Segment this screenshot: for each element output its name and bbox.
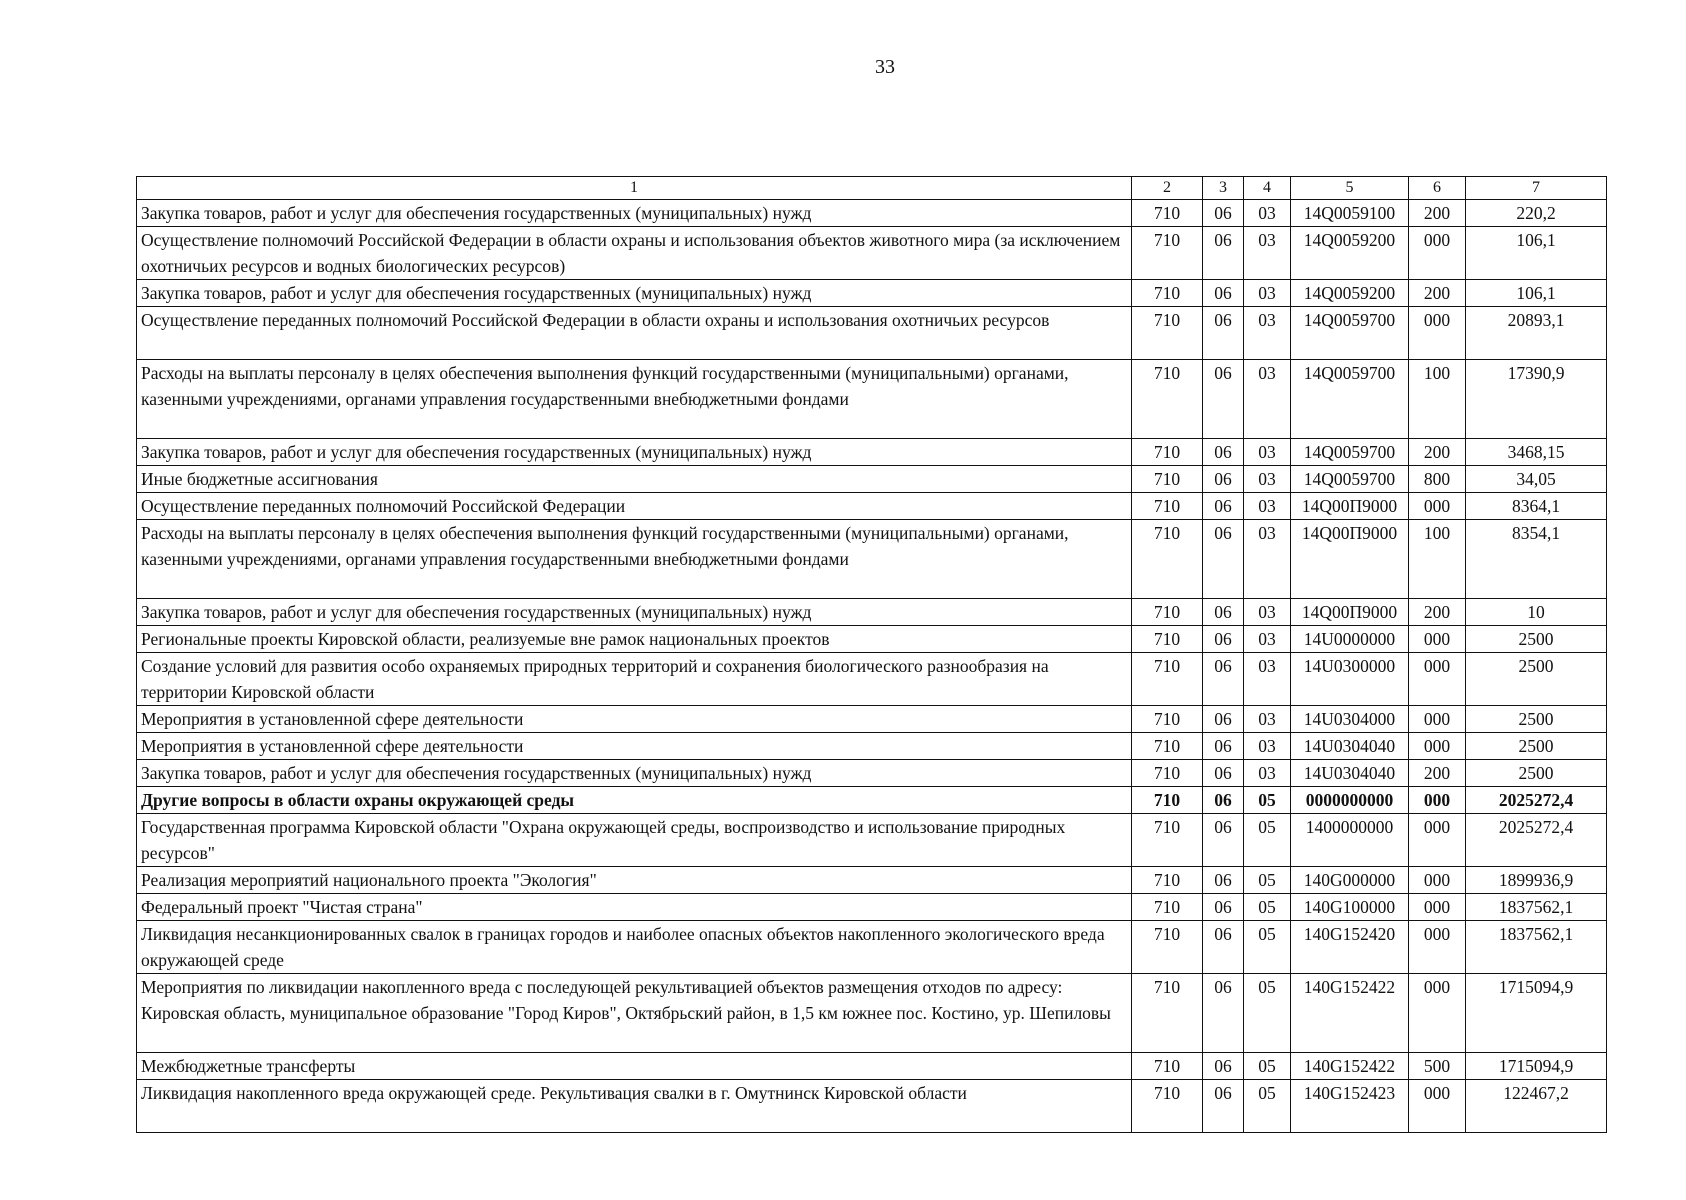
row-col-5: 14Q00П9000 xyxy=(1291,599,1409,626)
row-description: Закупка товаров, работ и услуг для обеспечения государственных (муниципальных) нужд xyxy=(137,200,1132,227)
row-col-3: 06 xyxy=(1203,894,1244,921)
table-row xyxy=(137,867,1607,894)
row-col-7: 1837562,1 xyxy=(1466,894,1607,921)
row-col-6: 000 xyxy=(1409,307,1466,360)
row-col-7: 106,1 xyxy=(1466,280,1607,307)
table-row xyxy=(137,653,1607,706)
table-row xyxy=(137,921,1607,974)
row-col-2: 710 xyxy=(1132,706,1203,733)
row-col-5: 14Q0059700 xyxy=(1291,439,1409,466)
row-col-2: 710 xyxy=(1132,360,1203,439)
header-col-4: 4 xyxy=(1244,177,1291,200)
row-col-5: 140G152423 xyxy=(1291,1080,1409,1133)
row-col-4: 05 xyxy=(1244,1080,1291,1133)
row-col-5: 14Q00П9000 xyxy=(1291,493,1409,520)
row-col-7: 1715094,9 xyxy=(1466,974,1607,1053)
row-description: Закупка товаров, работ и услуг для обеспечения государственных (муниципальных) нужд xyxy=(137,439,1132,466)
table-row xyxy=(137,626,1607,653)
row-col-2: 710 xyxy=(1132,599,1203,626)
row-col-5: 1400000000 xyxy=(1291,814,1409,867)
row-col-3: 06 xyxy=(1203,974,1244,1053)
row-col-3: 06 xyxy=(1203,626,1244,653)
row-col-4: 05 xyxy=(1244,867,1291,894)
row-col-4: 03 xyxy=(1244,307,1291,360)
row-description: Осуществление полномочий Российской Федерации в области охраны и использования объектов животного мира (за исключением охотничьих ресурсов и водных биологических ресурсов) xyxy=(137,227,1132,280)
table-row xyxy=(137,1053,1607,1080)
table-row xyxy=(137,974,1607,1053)
budget-table xyxy=(136,176,1607,1133)
row-col-6: 000 xyxy=(1409,733,1466,760)
row-col-7: 8364,1 xyxy=(1466,493,1607,520)
row-description: Мероприятия в установленной сфере деятельности xyxy=(137,706,1132,733)
row-col-2: 710 xyxy=(1132,760,1203,787)
row-col-3: 06 xyxy=(1203,439,1244,466)
row-col-7: 8354,1 xyxy=(1466,520,1607,599)
row-col-2: 710 xyxy=(1132,867,1203,894)
row-col-4: 05 xyxy=(1244,814,1291,867)
header-col-2: 2 xyxy=(1132,177,1203,200)
row-col-7: 3468,15 xyxy=(1466,439,1607,466)
row-col-2: 710 xyxy=(1132,974,1203,1053)
row-col-7: 2500 xyxy=(1466,760,1607,787)
row-col-5: 14U0304000 xyxy=(1291,706,1409,733)
row-col-4: 03 xyxy=(1244,466,1291,493)
row-description: Ликвидация несанкционированных свалок в границах городов и наиболее опасных объектов накопленного экологического вреда окружающей среде xyxy=(137,921,1132,974)
row-col-7: 34,05 xyxy=(1466,466,1607,493)
header-row xyxy=(137,177,1607,200)
table-row xyxy=(137,814,1607,867)
row-col-4: 05 xyxy=(1244,787,1291,814)
row-col-4: 03 xyxy=(1244,227,1291,280)
table-row xyxy=(137,307,1607,360)
row-col-4: 03 xyxy=(1244,200,1291,227)
row-description: Мероприятия в установленной сфере деятельности xyxy=(137,733,1132,760)
row-col-4: 05 xyxy=(1244,974,1291,1053)
row-col-2: 710 xyxy=(1132,1080,1203,1133)
header-col-5: 5 xyxy=(1291,177,1409,200)
row-col-6: 100 xyxy=(1409,360,1466,439)
row-col-2: 710 xyxy=(1132,921,1203,974)
row-col-4: 03 xyxy=(1244,520,1291,599)
table-row xyxy=(137,493,1607,520)
row-description: Закупка товаров, работ и услуг для обеспечения государственных (муниципальных) нужд xyxy=(137,599,1132,626)
row-col-3: 06 xyxy=(1203,360,1244,439)
row-col-6: 000 xyxy=(1409,814,1466,867)
row-col-7: 1899936,9 xyxy=(1466,867,1607,894)
row-col-3: 06 xyxy=(1203,599,1244,626)
row-col-6: 200 xyxy=(1409,280,1466,307)
row-col-6: 000 xyxy=(1409,493,1466,520)
table-row xyxy=(137,1080,1607,1133)
header-col-7: 7 xyxy=(1466,177,1607,200)
row-col-7: 2500 xyxy=(1466,626,1607,653)
row-col-2: 710 xyxy=(1132,814,1203,867)
row-col-7: 2025272,4 xyxy=(1466,814,1607,867)
table-body xyxy=(137,200,1607,1133)
table-row xyxy=(137,733,1607,760)
row-col-3: 06 xyxy=(1203,200,1244,227)
row-col-7: 20893,1 xyxy=(1466,307,1607,360)
row-description: Межбюджетные трансферты xyxy=(137,1053,1132,1080)
row-description: Расходы на выплаты персоналу в целях обеспечения выполнения функций государственными (муниципальными) органами, казенными учреждениями, органами управления государственными внебюджетными фондами xyxy=(137,520,1132,599)
row-col-2: 710 xyxy=(1132,1053,1203,1080)
row-col-3: 06 xyxy=(1203,867,1244,894)
row-description: Создание условий для развития особо охраняемых природных территорий и сохранения биологического разнообразия на территории Кировской области xyxy=(137,653,1132,706)
row-col-5: 14Q0059200 xyxy=(1291,227,1409,280)
header-col-3: 3 xyxy=(1203,177,1244,200)
row-col-7: 2500 xyxy=(1466,653,1607,706)
row-col-2: 710 xyxy=(1132,733,1203,760)
row-col-7: 1837562,1 xyxy=(1466,921,1607,974)
row-col-7: 10 xyxy=(1466,599,1607,626)
row-col-3: 06 xyxy=(1203,787,1244,814)
row-col-4: 03 xyxy=(1244,599,1291,626)
row-description: Региональные проекты Кировской области, реализуемые вне рамок национальных проектов xyxy=(137,626,1132,653)
row-col-3: 06 xyxy=(1203,280,1244,307)
row-col-4: 03 xyxy=(1244,280,1291,307)
row-col-2: 710 xyxy=(1132,439,1203,466)
row-col-5: 14Q0059700 xyxy=(1291,307,1409,360)
row-col-6: 500 xyxy=(1409,1053,1466,1080)
row-col-5: 14Q0059100 xyxy=(1291,200,1409,227)
row-col-6: 200 xyxy=(1409,599,1466,626)
row-description: Закупка товаров, работ и услуг для обеспечения государственных (муниципальных) нужд xyxy=(137,280,1132,307)
row-col-6: 000 xyxy=(1409,653,1466,706)
row-col-7: 122467,2 xyxy=(1466,1080,1607,1133)
table-row xyxy=(137,894,1607,921)
row-col-2: 710 xyxy=(1132,493,1203,520)
table-row xyxy=(137,760,1607,787)
row-col-6: 000 xyxy=(1409,1080,1466,1133)
row-description: Мероприятия по ликвидации накопленного вреда с последующей рекультивацией объектов размещения отходов по адресу: Кировская область, муниципальное образование "Город Киров", Октябрьский район, в 1,5 км южнее пос. Костино, ур. Шепиловы xyxy=(137,974,1132,1053)
row-col-2: 710 xyxy=(1132,520,1203,599)
table-row xyxy=(137,360,1607,439)
table-row xyxy=(137,439,1607,466)
row-col-7: 2500 xyxy=(1466,733,1607,760)
row-description: Государственная программа Кировской области "Охрана окружающей среды, воспроизводство и использование природных ресурсов" xyxy=(137,814,1132,867)
row-col-2: 710 xyxy=(1132,787,1203,814)
row-description: Осуществление переданных полномочий Российской Федерации в области охраны и использования охотничьих ресурсов xyxy=(137,307,1132,360)
row-col-5: 14Q0059700 xyxy=(1291,466,1409,493)
row-col-4: 03 xyxy=(1244,439,1291,466)
row-col-3: 06 xyxy=(1203,520,1244,599)
row-col-5: 14Q0059700 xyxy=(1291,360,1409,439)
row-col-2: 710 xyxy=(1132,200,1203,227)
row-col-5: 14U0300000 xyxy=(1291,653,1409,706)
table-row xyxy=(137,280,1607,307)
row-col-6: 800 xyxy=(1409,466,1466,493)
row-col-3: 06 xyxy=(1203,307,1244,360)
row-col-4: 03 xyxy=(1244,626,1291,653)
row-col-3: 06 xyxy=(1203,493,1244,520)
row-description: Осуществление переданных полномочий Российской Федерации xyxy=(137,493,1132,520)
row-col-6: 000 xyxy=(1409,921,1466,974)
row-description: Расходы на выплаты персоналу в целях обеспечения выполнения функций государственными (муниципальными) органами, казенными учреждениями, органами управления государственными внебюджетными фондами xyxy=(137,360,1132,439)
table-row xyxy=(137,787,1607,814)
row-description: Ликвидация накопленного вреда окружающей среде. Рекультивация свалки в г. Омутнинск Кировской области xyxy=(137,1080,1132,1133)
row-description: Федеральный проект "Чистая страна" xyxy=(137,894,1132,921)
row-description: Другие вопросы в области охраны окружающей среды xyxy=(137,787,1132,814)
row-description: Закупка товаров, работ и услуг для обеспечения государственных (муниципальных) нужд xyxy=(137,760,1132,787)
row-col-2: 710 xyxy=(1132,227,1203,280)
row-col-5: 140G152420 xyxy=(1291,921,1409,974)
row-col-4: 03 xyxy=(1244,733,1291,760)
page-number: 33 xyxy=(875,56,895,78)
row-col-5: 14U0000000 xyxy=(1291,626,1409,653)
row-col-5: 14U0304040 xyxy=(1291,760,1409,787)
row-col-5: 14Q0059200 xyxy=(1291,280,1409,307)
row-col-4: 03 xyxy=(1244,493,1291,520)
row-col-2: 710 xyxy=(1132,307,1203,360)
row-col-4: 05 xyxy=(1244,1053,1291,1080)
row-col-3: 06 xyxy=(1203,1080,1244,1133)
row-col-4: 03 xyxy=(1244,760,1291,787)
row-col-4: 03 xyxy=(1244,360,1291,439)
row-col-2: 710 xyxy=(1132,280,1203,307)
row-col-6: 100 xyxy=(1409,520,1466,599)
row-col-3: 06 xyxy=(1203,921,1244,974)
row-col-6: 200 xyxy=(1409,760,1466,787)
row-col-5: 140G000000 xyxy=(1291,867,1409,894)
row-col-3: 06 xyxy=(1203,227,1244,280)
row-col-7: 17390,9 xyxy=(1466,360,1607,439)
row-col-7: 106,1 xyxy=(1466,227,1607,280)
row-col-5: 14U0304040 xyxy=(1291,733,1409,760)
table-row xyxy=(137,200,1607,227)
row-col-7: 1715094,9 xyxy=(1466,1053,1607,1080)
row-col-6: 000 xyxy=(1409,626,1466,653)
row-col-2: 710 xyxy=(1132,894,1203,921)
header-col-6: 6 xyxy=(1409,177,1466,200)
row-col-3: 06 xyxy=(1203,760,1244,787)
header-col-1: 1 xyxy=(137,177,1132,200)
table-row xyxy=(137,227,1607,280)
row-col-6: 000 xyxy=(1409,974,1466,1053)
row-col-5: 140G100000 xyxy=(1291,894,1409,921)
row-col-4: 03 xyxy=(1244,706,1291,733)
row-col-2: 710 xyxy=(1132,653,1203,706)
row-col-6: 000 xyxy=(1409,894,1466,921)
row-col-7: 2500 xyxy=(1466,706,1607,733)
table-row xyxy=(137,466,1607,493)
row-col-6: 000 xyxy=(1409,787,1466,814)
row-col-5: 140G152422 xyxy=(1291,974,1409,1053)
row-col-6: 000 xyxy=(1409,867,1466,894)
row-col-2: 710 xyxy=(1132,626,1203,653)
row-col-6: 000 xyxy=(1409,227,1466,280)
row-col-3: 06 xyxy=(1203,814,1244,867)
row-description: Иные бюджетные ассигнования xyxy=(137,466,1132,493)
row-col-7: 2025272,4 xyxy=(1466,787,1607,814)
table-row xyxy=(137,520,1607,599)
row-col-4: 05 xyxy=(1244,894,1291,921)
row-col-6: 000 xyxy=(1409,706,1466,733)
row-col-2: 710 xyxy=(1132,466,1203,493)
row-col-4: 05 xyxy=(1244,921,1291,974)
row-description: Реализация мероприятий национального проекта "Экология" xyxy=(137,867,1132,894)
table-row xyxy=(137,706,1607,733)
row-col-5: 0000000000 xyxy=(1291,787,1409,814)
table-row xyxy=(137,599,1607,626)
row-col-5: 14Q00П9000 xyxy=(1291,520,1409,599)
row-col-3: 06 xyxy=(1203,1053,1244,1080)
row-col-7: 220,2 xyxy=(1466,200,1607,227)
row-col-5: 140G152422 xyxy=(1291,1053,1409,1080)
row-col-3: 06 xyxy=(1203,733,1244,760)
row-col-3: 06 xyxy=(1203,653,1244,706)
row-col-3: 06 xyxy=(1203,466,1244,493)
row-col-4: 03 xyxy=(1244,653,1291,706)
row-col-3: 06 xyxy=(1203,706,1244,733)
row-col-6: 200 xyxy=(1409,439,1466,466)
row-col-6: 200 xyxy=(1409,200,1466,227)
